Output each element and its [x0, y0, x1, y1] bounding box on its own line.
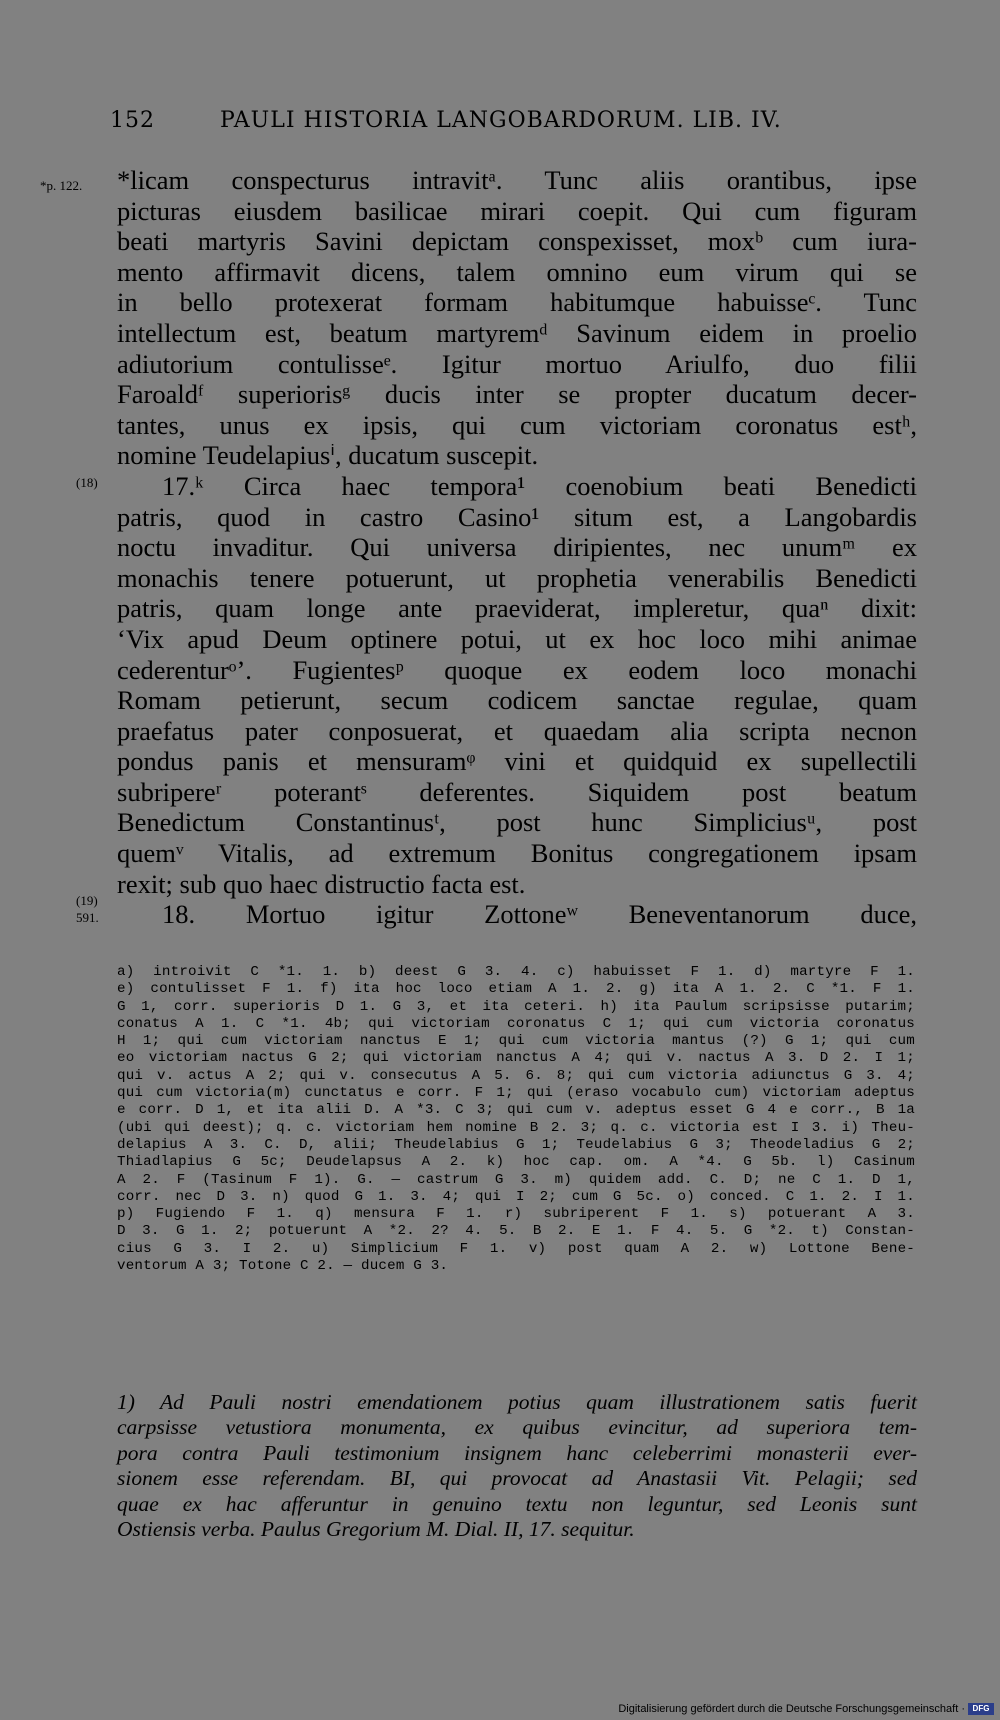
text-line: beati martyris Savini depictam conspexisset, moxᵇ cum iura-: [117, 226, 917, 257]
footnote-line: p) Fugiendo F 1. q) mensura F 1. r) subriperent F 1. s) potuerant A 3.: [117, 1206, 915, 1223]
footnote-line: qui cum victoria(m) cunctatus e corr. F 1; qui (eraso vocabulo cum) victoriam adeptus: [117, 1085, 915, 1102]
text-line: picturas eiusdem basilicae mirari coepit. Qui cum figuram: [117, 195, 917, 226]
footnote-line: Thiadlapius G 5c; Deudelapsus A 2. k) hoc cap. om. A *4. G 5b. l) Casinum: [117, 1154, 915, 1171]
footnote-line: (ubi qui deest); q. c. victoriam hem nomine B 2. 3; q. c. victoria est I 3. i) Theu-: [117, 1119, 915, 1136]
footnote-line: H 1; qui cum victoriam nanctus E 1; qui cum victoria mantus (?) G 1; qui cum: [117, 1033, 915, 1050]
credit-text: Digitalisierung gefördert durch die Deutsche Forschungsgemeinschaft ·: [618, 1703, 965, 1715]
footnote-line: A 2. F (Tasinum F 1). G. — castrum G 3. m) quidem add. C. D; ne C 1. D 1,: [117, 1171, 915, 1188]
critical-apparatus: [117, 964, 915, 1275]
text-line: praefatus pater conposuerat, et quaedam alia scripta necnon: [117, 715, 917, 746]
text-line: tantes, unus ex ipsis, qui cum victoriam coronatus estʰ,: [117, 409, 917, 440]
footnote-line: e) contulisset F 1. f) ita hoc loco etiam A 1. 2. g) ita A 1. 2. C *1. F 1.: [117, 981, 915, 998]
footnote-line: conatus A 1. C *1. 4b; qui victoriam coronatus C 1; qui cum victoria coronatus: [117, 1015, 915, 1032]
text-line: ‘Vix apud Deum optinere potui, ut ex hoc loco mihi animae: [117, 623, 917, 654]
digitization-credit: [618, 1702, 994, 1716]
note-line: Ostiensis verba. Paulus Gregorium M. Dial. II, 17. sequitur.: [117, 1516, 635, 1541]
margin-section-19: (19): [76, 893, 98, 908]
running-header: [110, 108, 810, 142]
text-line: pondus panis et mensuramᵠ vini et quidquid ex supellectili: [117, 746, 917, 777]
note-line: pora contra Pauli testimonium insignem hanc celeberrimi monasterii ever-: [117, 1440, 917, 1465]
text-line: nomine Teudelapiusⁱ, ducatum suscepit.: [117, 440, 539, 471]
text-line: Romam petierunt, secum codicem sanctae regulae, quam: [117, 685, 917, 716]
text-line: cederenturᵒ’. Fugientesᵖ quoque ex eodem loco monachi: [117, 654, 917, 685]
chapter-18-start: 18. Mortuo igitur Zottoneʷ Beneventanorum duce,: [162, 899, 917, 930]
text-line: patris, quam longe ante praeviderat, impleretur, quaⁿ dixit:: [117, 593, 917, 624]
page-number: 152: [110, 108, 155, 133]
text-line: intellectum est, beatum martyremᵈ Savinum eidem in proelio: [117, 317, 917, 348]
footnote-line: e corr. D 1, et ita alii D. A *3. C 3; qui cum v. adeptus esset G 4 e corr., B 1a: [117, 1102, 915, 1119]
footnote-line: D 3. G 1. 2; potuerunt A *2. 2? 4. 5. B 2. E 1. F 4. 5. G *2. t) Constan-: [117, 1223, 915, 1240]
margin-year: 591.: [76, 910, 99, 925]
footnote-line: cius G 3. I 2. u) Simplicium F 1. v) post quam A 2. w) Lottone Bene-: [117, 1240, 915, 1257]
editorial-note: [117, 1390, 917, 1542]
text-line: quemᵛ Vitalis, ad extremum Bonitus congregationem ipsam: [117, 838, 917, 869]
text-line: Benedictum Constantinusᵗ, post hunc Simpliciusᵘ, post: [117, 807, 917, 838]
text-line: Faroaldᶠ superiorisᵍ ducis inter se propter ducatum decer-: [117, 379, 917, 410]
text-line: patris, quod in castro Casino¹ situm est, a Langobardis: [117, 501, 917, 532]
margin-section-18: (18): [76, 475, 98, 490]
note-line: quae ex hac afferuntur in genuino textu non leguntur, sed Leonis sunt: [117, 1491, 917, 1516]
note-line: sionem esse referendam. BI, qui provocat ad Anastasii Vit. Pelagii; sed: [117, 1466, 917, 1491]
footnote-line: qui v. actus A 2; qui v. consecutus A 5. 6. 8; qui cum victoria adiunctus G 3. 4;: [117, 1067, 915, 1084]
footnote-line: eo victoriam nactus G 2; qui victoriam nanctus A 4; qui v. nactus A 3. D 2. I 1;: [117, 1050, 915, 1067]
main-text: [117, 165, 917, 930]
text-line: *licam conspecturus intravitᵃ. Tunc aliis orantibus, ipse: [117, 165, 917, 195]
text-line: in bello protexerat formam habitumque habuisseᶜ. Tunc: [117, 287, 917, 318]
text-line: adiutorium contulisseᵉ. Igitur mortuo Ariulfo, duo filii: [117, 348, 917, 379]
text-line: noctu invaditur. Qui universa diripientes, nec unumᵐ ex: [117, 532, 917, 563]
note-line: 1) Ad Pauli nostri emendationem potius quam illustrationem satis fuerit: [117, 1390, 917, 1414]
footnote-line: a) introivit C *1. 1. b) deest G 3. 4. c) habuisset F 1. d) martyre F 1.: [117, 964, 915, 980]
margin-page-ref: *p. 122.: [40, 178, 83, 193]
footnote-line: corr. nec D 3. n) quod G 1. 3. 4; qui I 2; cum G 5c. o) conced. C 1. 2. I 1.: [117, 1188, 915, 1205]
text-line: monachis tenere potuerunt, ut prophetia venerabilis Benedicti: [117, 562, 917, 593]
chapter-17-start: 17.ᵏ Circa haec tempora¹ coenobium beati Benedicti: [162, 470, 917, 501]
text-line: rexit; sub quo haec distructio facta est.: [117, 868, 526, 899]
text-line: mento affirmavit dicens, talem omnino eum virum qui se: [117, 256, 917, 287]
footnote-line: ventorum A 3; Totone C 2. — ducem G 3.: [117, 1258, 449, 1275]
running-title: PAULI HISTORIA LANGOBARDORUM. LIB. IV.: [220, 108, 782, 133]
footnote-line: G 1, corr. superioris D 1. G 3, et ita ceteri. h) ita Paulum scripsisse putarim;: [117, 998, 915, 1015]
dfg-logo-icon: DFG: [968, 1703, 994, 1715]
footnote-line: delapius A 3. C. D, alii; Theudelabius G 1; Teudelabius G 3; Theodeladius G 2;: [117, 1136, 915, 1153]
text-line: subripereʳ poterantˢ deferentes. Siquidem post beatum: [117, 776, 917, 807]
note-line: carpsisse vetustiora monumenta, ex quibus evincitur, ad superiora tem-: [117, 1415, 917, 1440]
